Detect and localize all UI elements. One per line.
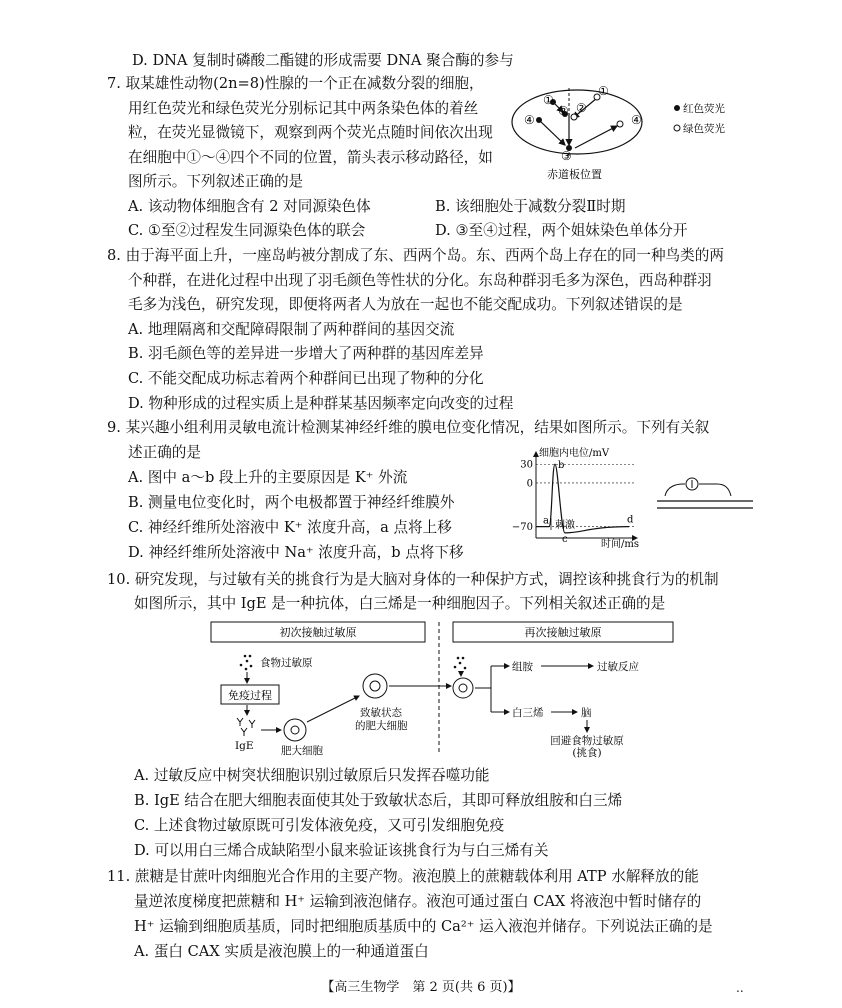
q7-option-c: C. ①至②过程发生同源染色体的联会 <box>128 222 366 239</box>
red-fluorescence-dot <box>536 117 542 123</box>
ige-antibody-icon <box>237 718 255 736</box>
q7-stem-line: 用红色荧光和绿色荧光分别标记其中两条染色体的着丝 <box>128 100 479 117</box>
sensitized-mast-cell-icon <box>363 674 387 698</box>
q10-option-a: A. 过敏反应中树突状细胞识别过敏原后只发挥吞噬功能 <box>134 767 490 784</box>
allergen-dots-icon <box>454 657 467 670</box>
y-tick-label: 30 <box>520 459 533 471</box>
position-4-label: ④ <box>524 113 535 127</box>
q7-option-a: A. 该动物体细胞含有 2 对同源染色体 <box>128 198 371 215</box>
histamine-label: 组胺 <box>512 661 533 673</box>
first-contact-title: 初次接触过敏原 <box>279 626 357 639</box>
q9-option-c: C. 神经纤维所处溶液中 K⁺ 浓度升高，a 点将上移 <box>128 519 452 536</box>
q11-stem-line: 量逆浓度梯度把蔗糖和 H⁺ 运输到液泡储存。液泡可通过蛋白 CAX 将液泡中暂时储存的 <box>134 893 702 910</box>
point-label-c: c <box>562 533 568 545</box>
position-2-label: ② <box>558 104 569 118</box>
q7-option-b: B. 该细胞处于减数分裂Ⅱ时期 <box>435 198 626 215</box>
position-3-label: ③ <box>561 149 572 163</box>
q8-option-c: C. 不能交配成功标志着两个种群间已出现了物种的分化 <box>128 370 484 387</box>
electrode-wire <box>665 484 685 496</box>
sensitized-label: 致敏状态 <box>360 707 402 719</box>
q11-option-a: A. 蛋白 CAX 实质是液泡膜上的一种通道蛋白 <box>134 943 429 960</box>
point-label-a: a <box>543 515 549 527</box>
q7-option-d: D. ③至④过程，两个姐妹染色单体分开 <box>435 222 688 239</box>
brain-label: 脑 <box>581 707 592 719</box>
q9-membrane-potential-chart <box>505 446 655 550</box>
position-4-label: ④ <box>631 113 642 127</box>
legend-green-dot <box>674 125 680 131</box>
q7-stem-line: 粒，在荧光显微镜下，观察到两个荧光点随时间依次出现 <box>128 124 493 141</box>
q10-option-b: B. IgE 结合在肥大细胞表面使其处于致敏状态后，其即可释放组胺和白三烯 <box>134 792 623 809</box>
mast-cell-icon <box>284 719 306 741</box>
green-fluorescence-dot <box>617 121 623 127</box>
ige-label: IgE <box>235 740 254 752</box>
second-contact-title: 再次接触过敏原 <box>524 626 602 639</box>
membrane-potential-curve <box>536 464 629 533</box>
page-footer: 【高三生物学 第 2 页(共 6 页)】 <box>321 980 521 995</box>
electrode-wire <box>699 484 731 496</box>
equatorial-plate-caption: 赤道板位置 <box>547 168 602 181</box>
q7-stem-line: 图所示。下列叙述正确的是 <box>128 173 304 190</box>
q7-cell-figure <box>505 82 745 190</box>
q9-galvanometer-setup <box>655 468 755 518</box>
q10-allergy-mechanism-figure <box>205 618 685 758</box>
footer-mark: .. <box>736 981 744 995</box>
position-1-label: ① <box>543 93 554 107</box>
q7-stem-line: 在细胞中①～④四个不同的位置，箭头表示移动路径，如 <box>128 149 493 166</box>
q9-option-b: B. 测量电位变化时，两个电极都置于神经纤维膜外 <box>128 494 455 511</box>
activated-mast-cell-icon <box>453 678 473 698</box>
y-axis-label: 细胞内电位/mV <box>539 448 610 459</box>
prev-option-d: D. DNA 复制时磷酸二酯键的形成需要 DNA 聚合酶的参与 <box>132 52 514 69</box>
q8-option-d: D. 物种形成的过程实质上是种群某基因频率定向改变的过程 <box>128 395 514 412</box>
q9-option-d: D. 神经纤维所处溶液中 Na⁺ 浓度升高，b 点将下移 <box>128 544 464 561</box>
q11-stem-line: 11. 蔗糖是甘蔗叶肉细胞光合作用的主要产物。液泡膜上的蔗糖载体利用 ATP 水解释放的能 <box>107 868 699 885</box>
stimulus-label: 刺激 <box>555 520 575 531</box>
legend-green-label: 绿色荧光 <box>683 123 725 135</box>
legend-red-label: 红色荧光 <box>683 103 725 115</box>
allergen-dots-icon <box>240 655 253 671</box>
avoid-allergen-label: 回避食物过敏原 <box>550 735 624 747</box>
mast-cell-label: 肥大细胞 <box>281 745 323 757</box>
position-1-label: ① <box>598 84 609 98</box>
q9-option-a: A. 图中 a～b 段上升的主要原因是 K⁺ 外流 <box>128 469 408 486</box>
legend-red-dot <box>674 105 680 111</box>
q10-stem-line: 如图所示，其中 IgE 是一种抗体，白三烯是一种细胞因子。下列相关叙述正确的是 <box>134 595 666 612</box>
path-arrow <box>575 126 617 148</box>
y-tick-label: −70 <box>511 522 533 534</box>
q10-option-c: C. 上述食物过敏原既可引发体液免疫，又可引发细胞免疫 <box>134 817 505 834</box>
q10-stem-line: 10. 研究发现，与过敏有关的挑食行为是大脑对身体的一种保护方式，调控该种挑食行为的机制 <box>107 571 719 588</box>
q11-stem-line: H⁺ 运输到细胞质基质，同时把细胞质基质中的 Ca²⁺ 运入液泡并储存。下列说法正确的是 <box>134 918 713 935</box>
q8-option-a: A. 地理隔离和交配障碍限制了两种群间的基因交流 <box>128 321 455 338</box>
path-arrow <box>539 120 565 145</box>
flow-arrow <box>307 696 359 722</box>
immune-process-label: 免疫过程 <box>228 689 272 702</box>
q8-stem-line: 毛多为浅色，研究发现，即便将两者人为放在一起也不能交配成功。下列叙述错误的是 <box>128 296 683 313</box>
q9-stem-line: 9. 某兴趣小组利用灵敏电流计检测某神经纤维的膜电位变化情况，结果如图所示。下列有关叙 <box>107 419 710 436</box>
q7-stem-line: 7. 取某雄性动物(2n=8)性腺的一个正在减数分裂的细胞， <box>107 75 484 92</box>
picky-eating-label: (挑食) <box>572 747 602 758</box>
point-label-b: b <box>558 460 565 472</box>
sensitized-label: 的肥大细胞 <box>355 720 408 732</box>
position-2-label: ② <box>576 101 587 115</box>
q8-stem-line: 个种群，在进化过程中出现了羽毛颜色等性状的分化。东岛种群羽毛多为深色，西岛种群羽 <box>128 272 712 289</box>
food-allergen-label: 食物过敏原 <box>260 657 313 669</box>
q8-option-b: B. 羽毛颜色等的差异进一步增大了两种群的基因库差异 <box>128 345 484 362</box>
x-axis-label: 时间/ms <box>601 539 639 550</box>
q9-stem-line: 述正确的是 <box>128 444 201 461</box>
point-label-d: d <box>627 514 634 526</box>
q10-option-d: D. 可以用白三烯合成缺陷型小鼠来验证该挑食行为与白三烯有关 <box>134 842 549 859</box>
allergy-reaction-label: 过敏反应 <box>597 661 639 673</box>
y-tick-label: 0 <box>526 478 533 490</box>
q8-stem-line: 8. 由于海平面上升，一座岛屿被分割成了东、西两个岛。东、西两个岛上存在的同一种鸟类的两 <box>107 247 724 264</box>
leukotriene-label: 白三烯 <box>512 707 544 719</box>
